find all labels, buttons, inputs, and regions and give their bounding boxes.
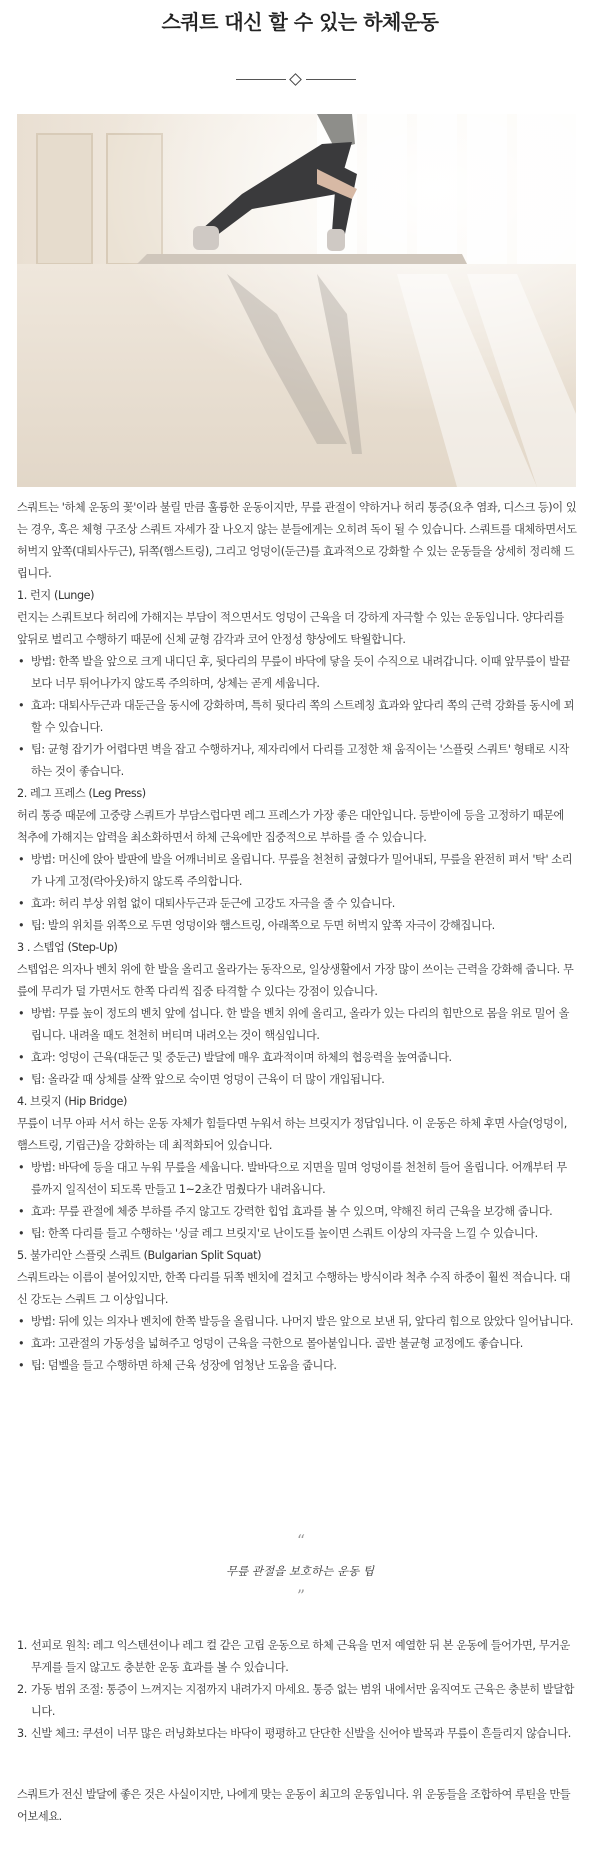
list-item: • 효과: 대퇴사두근과 대둔근을 동시에 강화하며, 특히 뒷다리 쪽의 스트레칭 효과와 앞다리 쪽의 근력 강화를 동시에 꾀할 수 있습니다. xyxy=(17,695,577,739)
list-text: 가동 범위 조절: 통증이 느껴지는 지점까지 내려가지 마세요. 통증 없는 범위 내에서만 움직여도 근육은 충분히 발달합니다. xyxy=(31,1683,575,1718)
section-step-up xyxy=(17,937,577,1091)
section-bulgarian-split-squat xyxy=(17,1245,577,1377)
title-divider xyxy=(236,73,356,87)
tips-list xyxy=(17,1635,577,1745)
intro-paragraph: 스쿼트는 '하체 운동의 꽃'이라 불릴 만큼 훌륭한 운동이지만, 무릎 관절이 약하거나 허리 통증(요추 염좌, 디스크 등)이 있는 경우, 혹은 체형 구조상 스쿼트 자세가 잘 나오지 않는 분들에게는 오히려 독이 될 수 있습니다. 스쿼트를 대체하면서도 허벅지 앞쪽(대퇴사두근), 뒤쪽(햄스트링), 그리고 엉덩이(둔근)를 효과적으로 강화할 수 있는 운동들을 상세히 정리해 드립니다. xyxy=(17,501,577,580)
list-item: • 방법: 한쪽 발을 앞으로 크게 내디딘 후, 뒷다리의 무릎이 바닥에 닿을 듯이 수직으로 내려갑니다. 이때 앞무릎이 발끝보다 너무 튀어나가지 않도록 주의하며, 상체는 곧게 세웁니다. xyxy=(17,651,577,695)
bullet-list xyxy=(17,651,577,783)
open-quote-icon: “ xyxy=(296,1531,304,1550)
list-item xyxy=(17,1679,577,1723)
list-item: • 팁: 한쪽 다리를 들고 수행하는 '싱글 레그 브릿지'로 난이도를 높이면 스쿼트 이상의 자극을 느낄 수 있습니다. xyxy=(17,1223,577,1245)
outro-paragraph: 스쿼트가 전신 발달에 좋은 것은 사실이지만, 나에게 맞는 운동이 최고의 운동입니다. 위 운동들을 조합하여 루틴을 만들어보세요. xyxy=(17,1788,571,1823)
list-item: • 효과: 엉덩이 근육(대둔근 및 중둔근) 발달에 매우 효과적이며 하체의 협응력을 높여줍니다. xyxy=(17,1047,577,1069)
list-item: • 팁: 균형 잡기가 어렵다면 벽을 잡고 수행하거나, 제자리에서 다리를 고정한 채 움직이는 '스플릿 스쿼트' 형태로 시작하는 것이 좋습니다. xyxy=(17,739,577,783)
list-item: • 방법: 무릎 높이 정도의 벤치 앞에 섭니다. 한 발을 벤치 위에 올리고, 올라가 있는 다리의 힘만으로 몸을 위로 밀어 올립니다. 내려올 때도 천천히 버티며 내려오는 것이 핵심입니다. xyxy=(17,1003,577,1047)
section-desc: 허리 통증 때문에 고중량 스쿼트가 부담스럽다면 레그 프레스가 가장 좋은 대안입니다. 등받이에 등을 고정하기 때문에 척추에 가해지는 압력을 최소화하면서 하체 근육에만 집중적으로 부하를 줄 수 있습니다. xyxy=(17,809,564,844)
close-quote-icon: ” xyxy=(296,1586,304,1605)
section-desc: 런지는 스쿼트보다 허리에 가해지는 부담이 적으면서도 엉덩이 근육을 더 강하게 자극할 수 있는 운동입니다. 양다리를 앞뒤로 벌리고 수행하기 때문에 신체 균형 감각과 코어 안정성 향상에도 탁월합니다. xyxy=(17,611,564,646)
section-desc: 스쿼트라는 이름이 붙어있지만, 한쪽 다리를 뒤쪽 벤치에 걸치고 수행하는 방식이라 척추 수직 하중이 훨씬 적습니다. 대신 강도는 스쿼트 그 이상입니다. xyxy=(17,1271,571,1306)
section-title: 4. 브릿지 (Hip Bridge) xyxy=(17,1095,127,1108)
section-title: 3 . 스텝업 (Step-Up) xyxy=(17,941,118,954)
divider-line-left xyxy=(236,79,286,80)
lunge-photo-icon xyxy=(17,114,576,487)
bullet-list xyxy=(17,849,577,937)
diamond-icon xyxy=(289,73,302,86)
list-text: 선피로 원칙: 레그 익스텐션이나 레그 컬 같은 고립 운동으로 하체 근육을 먼저 예열한 뒤 본 운동에 들어가면, 무거운 무게를 들지 않고도 충분한 운동 효과를 볼 수 있습니다. xyxy=(31,1639,570,1674)
list-item: • 효과: 고관절의 가동성을 넓혀주고 엉덩이 근육을 극한으로 몰아붙입니다. 골반 불균형 교정에도 좋습니다. xyxy=(17,1333,577,1355)
list-item xyxy=(17,1723,577,1745)
page-title: 스쿼트 대신 할 수 있는 하체운동 xyxy=(161,10,439,34)
list-item: • 방법: 머신에 앉아 발판에 발을 어깨너비로 올립니다. 무릎을 천천히 굽혔다가 밀어내되, 무릎을 완전히 펴서 '탁' 소리가 나게 고정(락아웃)하지 않도록 주의합니다. xyxy=(17,849,577,893)
divider-line-right xyxy=(306,79,356,80)
list-item: • 효과: 무릎 관절에 체중 부하를 주지 않고도 강력한 힙업 효과를 볼 수 있으며, 약해진 허리 근육을 보강해 줍니다. xyxy=(17,1201,577,1223)
list-number: 3. xyxy=(17,1727,27,1740)
list-item: • 방법: 뒤에 있는 의자나 벤치에 한쪽 발등을 올립니다. 나머지 발은 앞으로 보낸 뒤, 앞다리 힘으로 앉았다 일어납니다. xyxy=(17,1311,577,1333)
section-title: 1. 런지 (Lunge) xyxy=(17,589,95,602)
list-item: • 팁: 올라갈 때 상체를 살짝 앞으로 숙이면 엉덩이 근육이 더 많이 개입됩니다. xyxy=(17,1069,577,1091)
article-body xyxy=(17,497,577,1377)
list-number: 1. xyxy=(17,1639,27,1652)
bullet-list xyxy=(17,1003,577,1091)
list-number: 2. xyxy=(17,1683,27,1696)
section-title: 5. 불가리안 스플릿 스쿼트 (Bulgarian Split Squat) xyxy=(17,1249,262,1262)
section-leg-press xyxy=(17,783,577,937)
section-title: 2. 레그 프레스 (Leg Press) xyxy=(17,787,146,800)
hero-image-lunge-photo xyxy=(17,114,576,487)
section-hip-bridge xyxy=(17,1091,577,1245)
quote-title: 무릎 관절을 보호하는 운동 팁 xyxy=(226,1564,374,1578)
list-item: • 팁: 발의 위치를 위쪽으로 두면 엉덩이와 햄스트링, 아래쪽으로 두면 허벅지 앞쪽 자극이 강해집니다. xyxy=(17,915,577,937)
list-item: • 방법: 바닥에 등을 대고 누워 무릎을 세웁니다. 발바닥으로 지면을 밀며 엉덩이를 천천히 들어 올립니다. 어깨부터 무릎까지 일직선이 되도록 만들고 1~2초간 멈췄다가 내려옵니다. xyxy=(17,1157,577,1201)
list-item: • 효과: 허리 부상 위험 없이 대퇴사두근과 둔근에 고강도 자극을 줄 수 있습니다. xyxy=(17,893,577,915)
section-desc: 무릎이 너무 아파 서서 하는 운동 자체가 힘들다면 누워서 하는 브릿지가 정답입니다. 이 운동은 하체 후면 사슬(엉덩이, 햄스트링, 기립근)을 강화하는 데 최적화되어 있습니다. xyxy=(17,1117,567,1152)
list-text: 신발 체크: 쿠션이 너무 많은 러닝화보다는 바닥이 평평하고 단단한 신발을 신어야 발목과 무릎이 흔들리지 않습니다. xyxy=(31,1727,571,1740)
bullet-list xyxy=(17,1157,577,1245)
list-item: • 팁: 덤벨을 들고 수행하면 하체 근육 성장에 엄청난 도움을 줍니다. xyxy=(17,1355,577,1377)
section-lunge xyxy=(17,585,577,783)
list-item xyxy=(17,1635,577,1679)
bullet-list xyxy=(17,1311,577,1377)
section-desc: 스텝업은 의자나 벤치 위에 한 발을 올리고 올라가는 동작으로, 일상생활에서 가장 많이 쓰이는 근력을 강화해 줍니다. 무릎에 무리가 덜 가면서도 한쪽 다리씩 집중 타격할 수 있다는 강점이 있습니다. xyxy=(17,963,574,998)
